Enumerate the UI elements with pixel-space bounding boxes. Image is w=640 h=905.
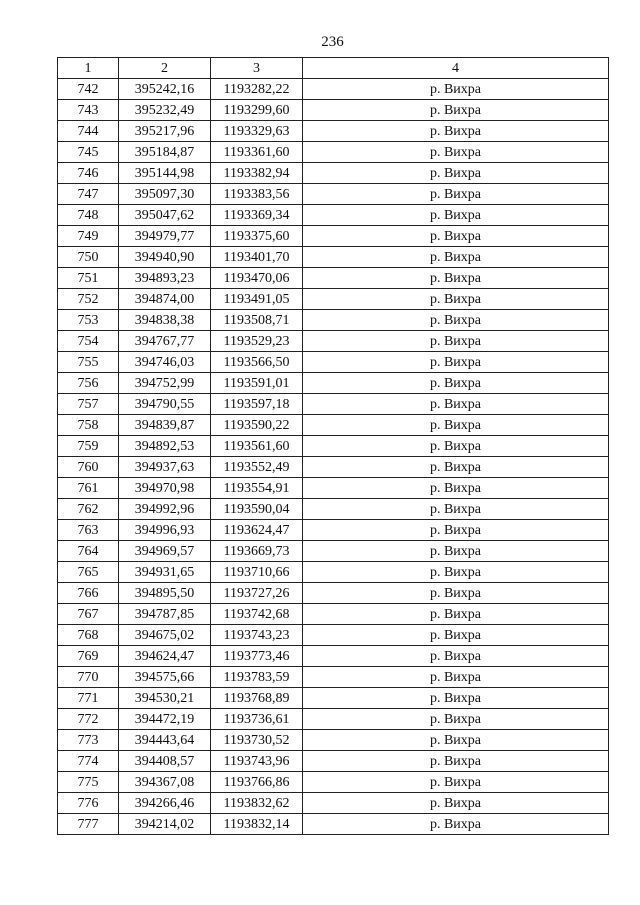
cell-y-coordinate: 1193624,47 [211,520,303,541]
cell-y-coordinate: 1193552,49 [211,457,303,478]
cell-x-coordinate: 394893,23 [119,268,211,289]
table-row [58,100,609,121]
table-row [58,688,609,709]
cell-description: р. Вихра [303,394,609,415]
cell-x-coordinate: 394575,66 [119,667,211,688]
table-row [58,793,609,814]
cell-point-number: 769 [58,646,119,667]
cell-description: р. Вихра [303,604,609,625]
cell-x-coordinate: 395184,87 [119,142,211,163]
table-row [58,415,609,436]
cell-y-coordinate: 1193783,59 [211,667,303,688]
table-row [58,205,609,226]
cell-point-number: 774 [58,751,119,772]
cell-point-number: 753 [58,310,119,331]
cell-y-coordinate: 1193766,86 [211,772,303,793]
cell-point-number: 756 [58,373,119,394]
column-header-y: 3 [211,58,303,79]
cell-description: р. Вихра [303,289,609,310]
cell-description: р. Вихра [303,226,609,247]
table-row [58,751,609,772]
cell-description: р. Вихра [303,415,609,436]
cell-point-number: 775 [58,772,119,793]
cell-point-number: 751 [58,268,119,289]
cell-y-coordinate: 1193730,52 [211,730,303,751]
cell-x-coordinate: 394752,99 [119,373,211,394]
cell-description: р. Вихра [303,583,609,604]
table-row [58,625,609,646]
cell-description: р. Вихра [303,310,609,331]
column-header-description: 4 [303,58,609,79]
cell-description: р. Вихра [303,352,609,373]
table-row [58,394,609,415]
cell-description: р. Вихра [303,751,609,772]
cell-x-coordinate: 394992,96 [119,499,211,520]
cell-point-number: 747 [58,184,119,205]
cell-point-number: 744 [58,121,119,142]
cell-x-coordinate: 395232,49 [119,100,211,121]
cell-description: р. Вихра [303,646,609,667]
cell-x-coordinate: 394624,47 [119,646,211,667]
cell-description: р. Вихра [303,373,609,394]
cell-y-coordinate: 1193591,01 [211,373,303,394]
cell-x-coordinate: 394937,63 [119,457,211,478]
column-header-point-number: 1 [58,58,119,79]
cell-y-coordinate: 1193773,46 [211,646,303,667]
table-row [58,541,609,562]
cell-description: р. Вихра [303,121,609,142]
cell-y-coordinate: 1193768,89 [211,688,303,709]
cell-y-coordinate: 1193590,04 [211,499,303,520]
cell-x-coordinate: 394746,03 [119,352,211,373]
cell-x-coordinate: 394931,65 [119,562,211,583]
cell-y-coordinate: 1193282,22 [211,79,303,100]
cell-point-number: 762 [58,499,119,520]
page-number: 236 [321,34,344,50]
cell-x-coordinate: 394767,77 [119,331,211,352]
cell-description: р. Вихра [303,457,609,478]
cell-point-number: 763 [58,520,119,541]
cell-point-number: 773 [58,730,119,751]
table-row [58,373,609,394]
cell-y-coordinate: 1193669,73 [211,541,303,562]
cell-point-number: 768 [58,625,119,646]
cell-y-coordinate: 1193491,05 [211,289,303,310]
cell-y-coordinate: 1193470,06 [211,268,303,289]
cell-point-number: 772 [58,709,119,730]
table-row [58,709,609,730]
coordinates-table [57,57,609,835]
cell-description: р. Вихра [303,541,609,562]
cell-point-number: 743 [58,100,119,121]
cell-y-coordinate: 1193375,60 [211,226,303,247]
cell-description: р. Вихра [303,688,609,709]
cell-point-number: 765 [58,562,119,583]
cell-point-number: 754 [58,331,119,352]
cell-description: р. Вихра [303,100,609,121]
table-row [58,499,609,520]
cell-x-coordinate: 394214,02 [119,814,211,835]
cell-y-coordinate: 1193743,96 [211,751,303,772]
cell-point-number: 767 [58,604,119,625]
cell-description: р. Вихра [303,709,609,730]
table-row [58,772,609,793]
table-row [58,646,609,667]
cell-x-coordinate: 394266,46 [119,793,211,814]
table-row [58,352,609,373]
cell-x-coordinate: 394970,98 [119,478,211,499]
cell-y-coordinate: 1193329,63 [211,121,303,142]
cell-point-number: 771 [58,688,119,709]
table-row [58,331,609,352]
table-row [58,247,609,268]
table-row [58,730,609,751]
table-row [58,436,609,457]
cell-description: р. Вихра [303,184,609,205]
cell-description: р. Вихра [303,163,609,184]
table-row [58,667,609,688]
cell-y-coordinate: 1193566,50 [211,352,303,373]
column-header-x: 2 [119,58,211,79]
cell-description: р. Вихра [303,814,609,835]
cell-x-coordinate: 394675,02 [119,625,211,646]
cell-y-coordinate: 1193529,23 [211,331,303,352]
cell-y-coordinate: 1193383,56 [211,184,303,205]
cell-point-number: 760 [58,457,119,478]
table-row [58,520,609,541]
cell-point-number: 757 [58,394,119,415]
cell-point-number: 752 [58,289,119,310]
cell-description: р. Вихра [303,667,609,688]
cell-x-coordinate: 394790,55 [119,394,211,415]
cell-x-coordinate: 394472,19 [119,709,211,730]
cell-x-coordinate: 395144,98 [119,163,211,184]
table-row [58,583,609,604]
table-row [58,457,609,478]
cell-description: р. Вихра [303,772,609,793]
cell-y-coordinate: 1193742,68 [211,604,303,625]
cell-x-coordinate: 395097,30 [119,184,211,205]
table-row [58,268,609,289]
cell-point-number: 770 [58,667,119,688]
cell-point-number: 749 [58,226,119,247]
cell-description: р. Вихра [303,205,609,226]
cell-point-number: 766 [58,583,119,604]
cell-point-number: 776 [58,793,119,814]
table-body [58,79,609,835]
cell-x-coordinate: 394940,90 [119,247,211,268]
cell-y-coordinate: 1193590,22 [211,415,303,436]
cell-description: р. Вихра [303,625,609,646]
cell-x-coordinate: 394892,53 [119,436,211,457]
cell-x-coordinate: 394408,57 [119,751,211,772]
cell-y-coordinate: 1193561,60 [211,436,303,457]
cell-y-coordinate: 1193832,14 [211,814,303,835]
cell-y-coordinate: 1193369,34 [211,205,303,226]
cell-description: р. Вихра [303,79,609,100]
cell-x-coordinate: 394996,93 [119,520,211,541]
cell-x-coordinate: 394895,50 [119,583,211,604]
cell-y-coordinate: 1193736,61 [211,709,303,730]
cell-description: р. Вихра [303,247,609,268]
cell-x-coordinate: 394838,38 [119,310,211,331]
cell-y-coordinate: 1193554,91 [211,478,303,499]
cell-point-number: 759 [58,436,119,457]
cell-y-coordinate: 1193710,66 [211,562,303,583]
cell-point-number: 761 [58,478,119,499]
table-row [58,604,609,625]
cell-description: р. Вихра [303,562,609,583]
cell-point-number: 746 [58,163,119,184]
cell-description: р. Вихра [303,436,609,457]
table-row [58,163,609,184]
cell-y-coordinate: 1193743,23 [211,625,303,646]
cell-x-coordinate: 395242,16 [119,79,211,100]
table-row [58,226,609,247]
table-row [58,184,609,205]
cell-y-coordinate: 1193361,60 [211,142,303,163]
table-header-row [58,58,609,79]
cell-x-coordinate: 395217,96 [119,121,211,142]
cell-x-coordinate: 394367,08 [119,772,211,793]
cell-point-number: 777 [58,814,119,835]
cell-x-coordinate: 394787,85 [119,604,211,625]
cell-description: р. Вихра [303,331,609,352]
cell-point-number: 755 [58,352,119,373]
cell-y-coordinate: 1193401,70 [211,247,303,268]
cell-y-coordinate: 1193832,62 [211,793,303,814]
cell-description: р. Вихра [303,793,609,814]
cell-point-number: 745 [58,142,119,163]
cell-point-number: 764 [58,541,119,562]
cell-y-coordinate: 1193727,26 [211,583,303,604]
cell-y-coordinate: 1193597,18 [211,394,303,415]
cell-point-number: 758 [58,415,119,436]
cell-x-coordinate: 395047,62 [119,205,211,226]
cell-x-coordinate: 394839,87 [119,415,211,436]
cell-y-coordinate: 1193299,60 [211,100,303,121]
table-row [58,562,609,583]
cell-description: р. Вихра [303,520,609,541]
table-row [58,142,609,163]
cell-x-coordinate: 394443,64 [119,730,211,751]
cell-description: р. Вихра [303,142,609,163]
cell-point-number: 742 [58,79,119,100]
table-row [58,814,609,835]
cell-x-coordinate: 394979,77 [119,226,211,247]
table-row [58,310,609,331]
cell-point-number: 748 [58,205,119,226]
cell-x-coordinate: 394969,57 [119,541,211,562]
cell-y-coordinate: 1193382,94 [211,163,303,184]
cell-x-coordinate: 394530,21 [119,688,211,709]
cell-x-coordinate: 394874,00 [119,289,211,310]
table-row [58,121,609,142]
table-row [58,79,609,100]
cell-description: р. Вихра [303,499,609,520]
cell-description: р. Вихра [303,730,609,751]
cell-y-coordinate: 1193508,71 [211,310,303,331]
table-row [58,478,609,499]
cell-point-number: 750 [58,247,119,268]
table-row [58,289,609,310]
cell-description: р. Вихра [303,478,609,499]
cell-description: р. Вихра [303,268,609,289]
